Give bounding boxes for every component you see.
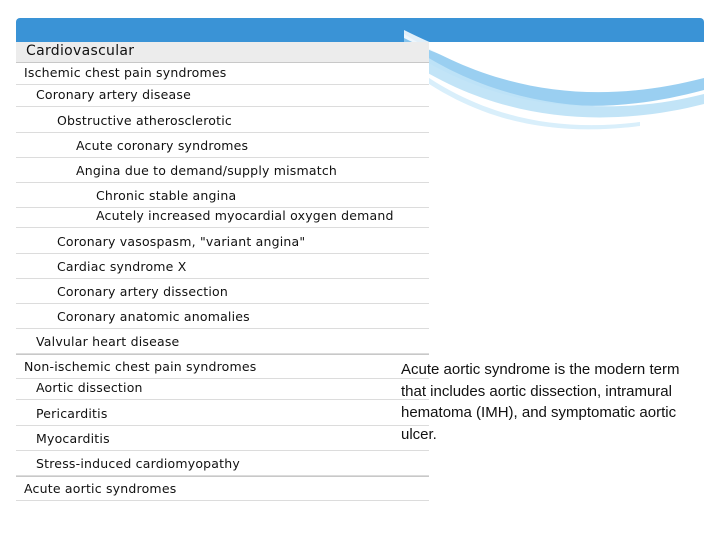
table-row-label: Ischemic chest pain syndromes — [24, 65, 227, 80]
table-row — [16, 476, 429, 501]
table-row-label: Pericarditis — [36, 406, 108, 421]
table-row-label: Non-ischemic chest pain syndromes — [24, 359, 257, 374]
table-row — [16, 158, 429, 183]
classification-table — [16, 42, 429, 501]
table-row-label: Cardiac syndrome X — [57, 259, 187, 274]
table-row-label: Stress-induced cardiomyopathy — [36, 456, 240, 471]
table-row — [16, 63, 429, 85]
table-row-label: Coronary artery disease — [36, 87, 191, 102]
table-row-label: Obstructive atherosclerotic — [57, 113, 232, 128]
table-row — [16, 426, 429, 451]
table-row-label: Acutely increased myocardial oxygen demand — [96, 208, 394, 223]
table-title-row — [16, 42, 429, 63]
table-row — [16, 228, 429, 254]
table-body — [16, 63, 429, 501]
table-row — [16, 107, 429, 133]
table-row — [16, 354, 429, 379]
table-row — [16, 133, 429, 158]
table-row — [16, 254, 429, 279]
table-row — [16, 451, 429, 476]
table-row-label: Valvular heart disease — [36, 334, 180, 349]
table-row-label: Aortic dissection — [36, 380, 143, 395]
table-row — [16, 183, 429, 208]
table-row-label: Acute coronary syndromes — [76, 138, 249, 153]
table-title: Cardiovascular — [26, 43, 135, 59]
table-row — [16, 329, 429, 354]
table-row — [16, 279, 429, 304]
table-row — [16, 400, 429, 426]
table-row — [16, 85, 429, 107]
table-row — [16, 304, 429, 329]
table-row-label: Coronary vasospasm, "variant angina" — [57, 234, 306, 249]
note-text: Acute aortic syndrome is the modern term that includes aortic dissection, intramural hematoma (IMH), and symptomatic aortic ulcer. — [401, 361, 680, 443]
table-row — [16, 379, 429, 400]
table-row-label: Acute aortic syndromes — [24, 481, 177, 496]
table-row-label: Coronary anatomic anomalies — [57, 309, 250, 324]
table-row-label: Coronary artery dissection — [57, 284, 229, 299]
table-row-label: Myocarditis — [36, 431, 110, 446]
table-row-label: Angina due to demand/supply mismatch — [76, 163, 338, 178]
table-row-label: Chronic stable angina — [96, 188, 237, 203]
table-row — [16, 208, 429, 228]
